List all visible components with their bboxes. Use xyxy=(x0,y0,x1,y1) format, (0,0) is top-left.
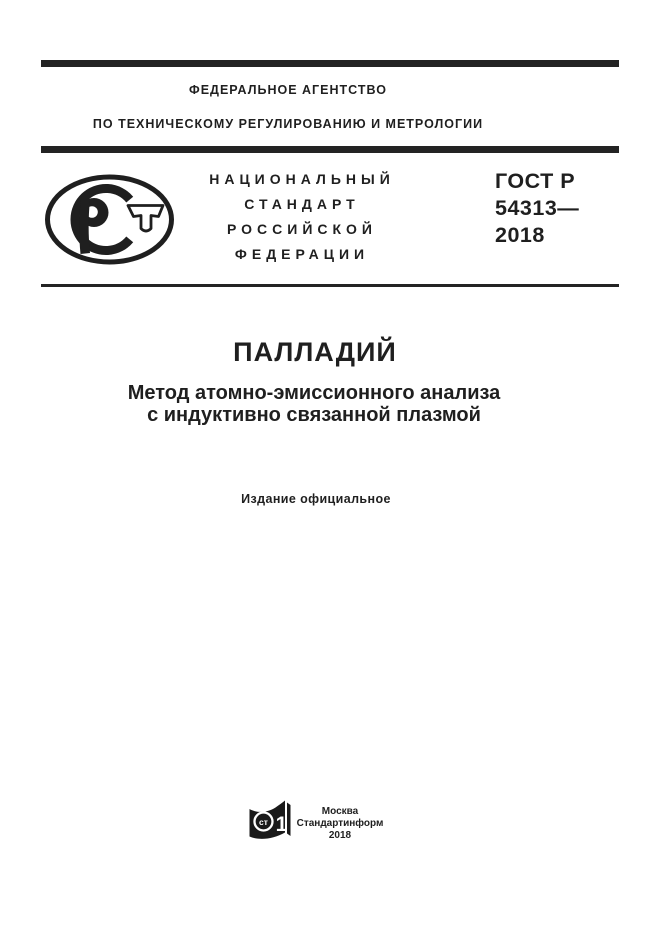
document-title: ПАЛЛАДИЙ xyxy=(233,337,397,367)
agency-name-line2: ПО ТЕХНИЧЕСКОМУ РЕГУЛИРОВАНИЮ И МЕТРОЛОГИИ xyxy=(92,117,484,131)
standard-type-line: СТАНДАРТ xyxy=(244,196,360,212)
designation-line: 2018 xyxy=(495,223,545,247)
designation-line: 54313— xyxy=(495,196,580,220)
document-subtitle xyxy=(24,383,604,426)
header-rule xyxy=(41,146,619,153)
subtitle-line: Метод атомно-эмиссионного анализа xyxy=(127,382,501,404)
designation-line: ГОСТ Р xyxy=(495,169,576,193)
standard-type-line: НАЦИОНАЛЬНЫЙ xyxy=(209,171,395,187)
edition-note: Издание официальное xyxy=(241,492,391,506)
emblem-digit: 1 xyxy=(275,813,288,836)
subtitle-line: с индуктивно связанной плазмой xyxy=(147,403,481,426)
standard-type-line: РОССИЙСКОЙ xyxy=(227,221,377,237)
top-rule xyxy=(41,60,619,67)
standard-type-line: ФЕДЕРАЦИИ xyxy=(234,246,370,262)
agency-name-line1: ФЕДЕРАЛЬНОЕ АГЕНТСТВО xyxy=(189,83,387,97)
imprint-year: 2018 xyxy=(328,830,352,841)
imprint-publisher: Стандартинформ xyxy=(296,818,384,829)
emblem-circle-text: ст xyxy=(259,816,268,827)
imprint-city: Москва xyxy=(321,806,359,817)
imprint-block xyxy=(270,806,410,842)
standard-designation xyxy=(495,168,579,249)
title-rule xyxy=(41,284,619,287)
